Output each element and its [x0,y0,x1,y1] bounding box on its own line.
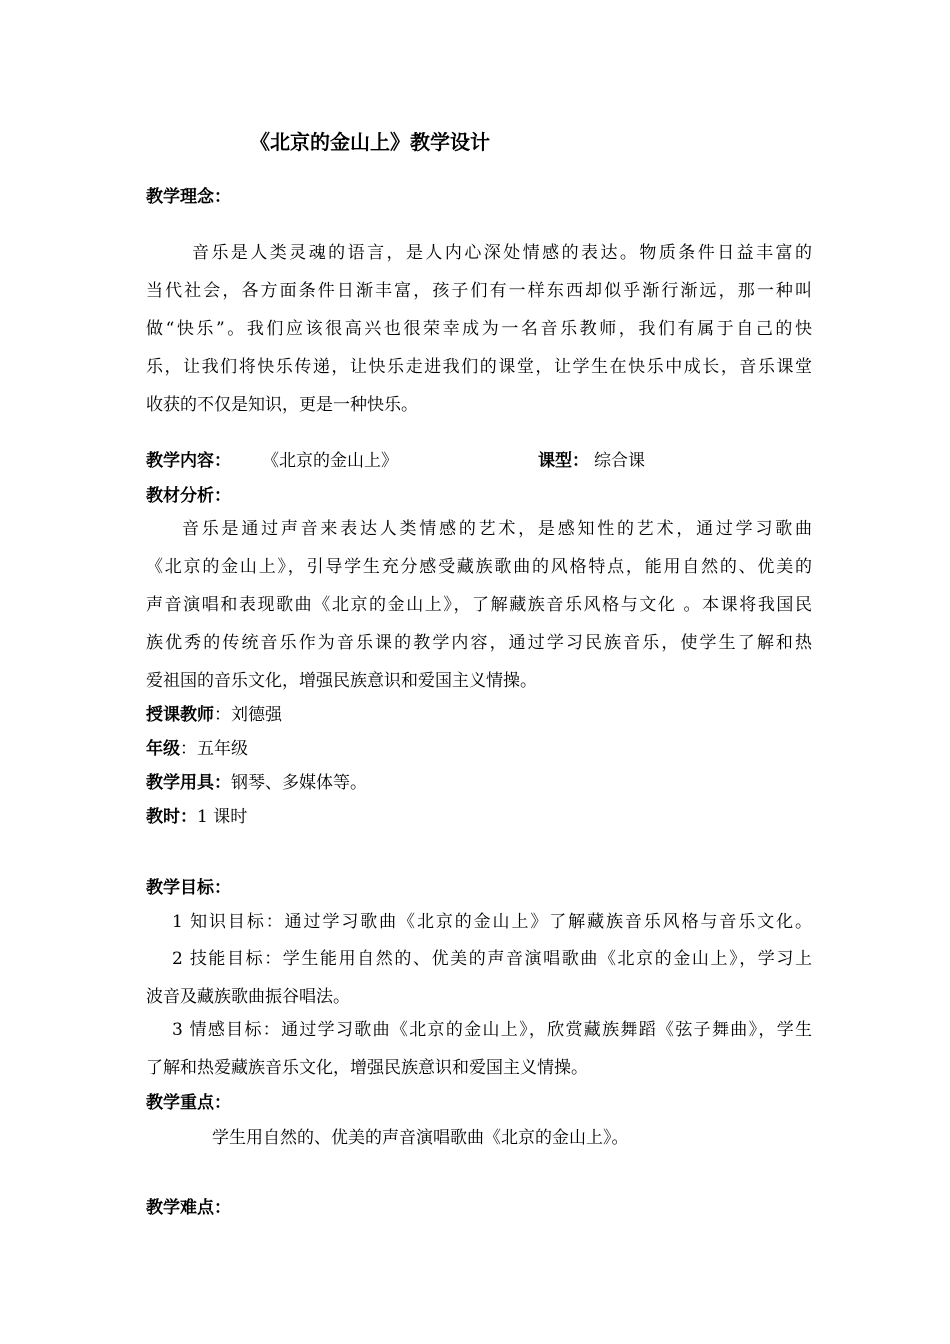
philosophy-heading: 教学理念： [146,187,231,207]
tools-value: 钢琴、多媒体等。 [231,773,367,793]
teacher-value: ：刘德强 [214,705,282,725]
grade-label: 年级 [146,739,180,759]
analysis-line: 《北京的金山上》，引导学生充分感受藏族歌曲的风格特点，能用自然的、优美的 [146,557,812,577]
content-value: 《北京的金山上》 [262,451,398,471]
analysis-line: 族优秀的传统音乐作为音乐课的教学内容，通过学习民族音乐，使学生了解和热 [146,633,812,653]
philosophy-line: 做“快乐”。我们应该很高兴也很荣幸成为一名音乐教师，我们有属于自己的快 [146,319,812,339]
objective-line: 1 知识目标：通过学习歌曲《北京的金山上》了解藏族音乐风格与音乐文化。 [172,912,812,932]
objectives-heading: 教学目标： [146,878,231,898]
tools-row [146,772,812,794]
teacher-row [146,704,812,726]
hours-value: 1 课时 [197,807,248,827]
difficulty-heading: 教学难点： [146,1198,231,1218]
grade-row [146,738,812,760]
class-type-label: 课型： [538,451,589,471]
tools-label: 教学用具： [146,773,231,793]
key-point-heading: 教学重点： [146,1093,231,1113]
objective-line: 3 情感目标：通过学习歌曲《北京的金山上》，欣赏藏族舞蹈《弦子舞曲》，学生 [172,1020,812,1040]
analysis-line: 音乐是通过声音来表达人类情感的艺术，是感知性的艺术，通过学习歌曲 [182,519,812,539]
key-point-text: 学生用自然的、优美的声音演唱歌曲《北京的金山上》。 [212,1128,629,1148]
teacher-label: 授课教师 [146,705,214,725]
objective-line: 波音及藏族歌曲振谷唱法。 [146,987,350,1007]
objective-line: 2 技能目标：学生能用自然的、优美的声音演唱歌曲《北京的金山上》，学习上 [172,949,812,969]
philosophy-line: 乐，让我们将快乐传递，让快乐走进我们的课堂，让学生在快乐中成长，音乐课堂 [146,357,812,377]
analysis-line: 爱祖国的音乐文化，增强民族意识和爱国主义情操。 [146,671,537,691]
content-label: 教学内容： [146,451,231,471]
philosophy-line: 音乐是人类灵魂的语言，是人内心深处情感的表达。物质条件日益丰富的 [192,243,812,263]
objective-line: 了解和热爱藏族音乐文化，增强民族意识和爱国主义情操。 [146,1058,588,1078]
document-title: 《北京的金山上》教学设计 [250,130,490,154]
philosophy-line: 当代社会，各方面条件日渐丰富，孩子们有一样东西却似乎渐行渐远，那一种叫 [146,281,812,301]
hours-row [146,806,812,828]
analysis-heading: 教材分析： [146,486,231,506]
grade-value: ：五年级 [180,739,248,759]
hours-label: 教时： [146,807,197,827]
analysis-line: 声音演唱和表现歌曲《北京的金山上》，了解藏族音乐风格与文化 。本课将我国民 [146,595,812,615]
class-type-value: 综合课 [594,451,645,471]
philosophy-line: 收获的不仅是知识，更是一种快乐。 [146,395,418,415]
